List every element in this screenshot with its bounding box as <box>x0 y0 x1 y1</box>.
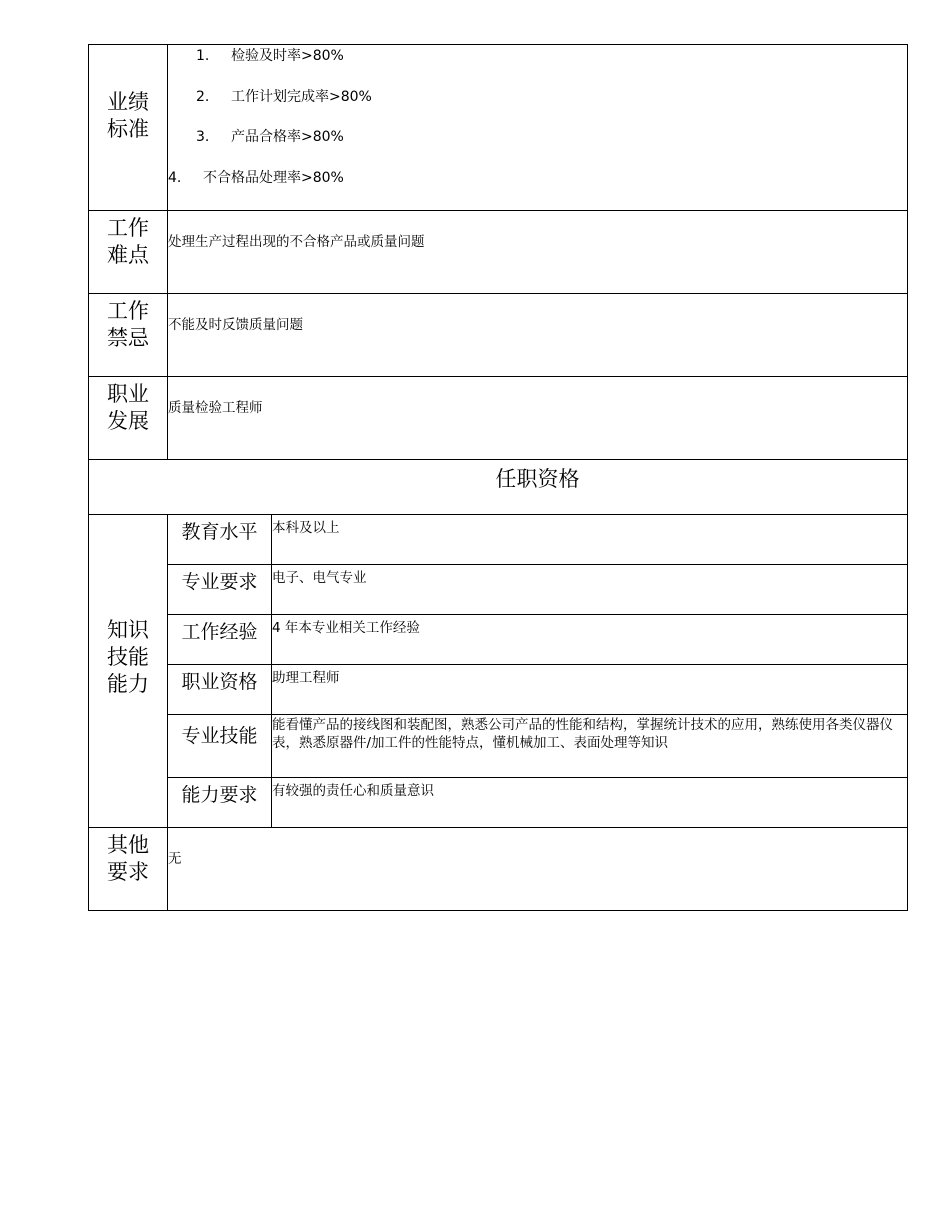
education-value: 本科及以上 <box>272 515 908 565</box>
job-description-table <box>88 44 908 911</box>
other-label: 其他 要求 <box>89 828 168 911</box>
qualification-row <box>89 515 908 565</box>
career-content: 质量检验工程师 <box>168 377 908 460</box>
ability-value: 有较强的责任心和质量意识 <box>272 778 908 828</box>
difficulty-row <box>89 211 908 294</box>
knowledge-group-label: 知识 技能 能力 <box>89 515 168 828</box>
qualification-row <box>89 778 908 828</box>
taboo-label: 工作 禁忌 <box>89 294 168 377</box>
major-value: 电子、电气专业 <box>272 565 908 615</box>
qualification-title-row <box>89 460 908 515</box>
career-row <box>89 377 908 460</box>
qualification-row <box>89 565 908 615</box>
performance-label: 业绩 标准 <box>89 45 168 211</box>
difficulty-label: 工作 难点 <box>89 211 168 294</box>
experience-value: 4 年本专业相关工作经验 <box>272 615 908 665</box>
skills-value: 能看懂产品的接线图和装配图，熟悉公司产品的性能和结构，掌握统计技术的应用，熟练使用各类仪器仪表，熟悉原器件/加工件的性能特点，懂机械加工、表面处理等知识 <box>272 715 908 778</box>
ability-label: 能力要求 <box>168 778 272 828</box>
qualification-row <box>89 615 908 665</box>
taboo-content: 不能及时反馈质量问题 <box>168 294 908 377</box>
kpi-item: 2. 工作计划完成率>80% <box>196 88 372 105</box>
qualification-row <box>89 665 908 715</box>
difficulty-content: 处理生产过程出现的不合格产品或质量问题 <box>168 211 908 294</box>
kpi-item: 3. 产品合格率>80% <box>196 129 344 145</box>
certification-label: 职业资格 <box>168 665 272 715</box>
performance-content <box>168 45 908 211</box>
kpi-list <box>168 45 907 207</box>
education-label: 教育水平 <box>168 515 272 565</box>
major-label: 专业要求 <box>168 565 272 615</box>
career-label: 职业 发展 <box>89 377 168 460</box>
other-row <box>89 828 908 911</box>
qualification-row <box>89 715 908 778</box>
experience-label: 工作经验 <box>168 615 272 665</box>
skills-label: 专业技能 <box>168 715 272 778</box>
performance-row <box>89 45 908 211</box>
taboo-row <box>89 294 908 377</box>
kpi-item: 1. 检验及时率>80% <box>196 48 344 64</box>
other-content: 无 <box>168 828 908 911</box>
kpi-item: 4. 不合格品处理率>80% <box>168 169 344 186</box>
certification-value: 助理工程师 <box>272 665 908 715</box>
qualification-title: 任职资格 <box>89 460 908 515</box>
